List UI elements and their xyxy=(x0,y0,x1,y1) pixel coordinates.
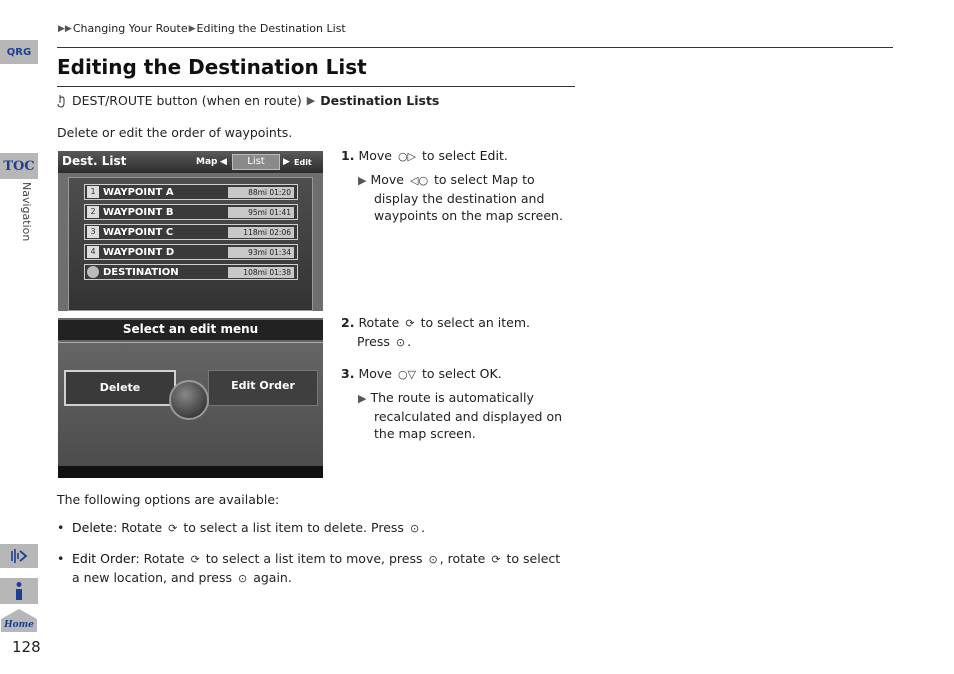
press-button-icon xyxy=(57,94,67,108)
step-3-note xyxy=(358,389,562,443)
step-keyword: Edit xyxy=(479,148,504,163)
press-dial-icon: ⊙ xyxy=(395,336,406,349)
note-text: to xyxy=(522,172,535,187)
waypoint-name: WAYPOINT B xyxy=(103,206,174,218)
edit-tab[interactable]: Edit xyxy=(294,158,312,167)
note-keyword: Map xyxy=(491,172,519,187)
waypoint-distance: 95mi 01:41 xyxy=(228,207,294,218)
waypoint-row[interactable] xyxy=(84,244,298,260)
waypoint-name: DESTINATION xyxy=(103,266,179,278)
flag-icon: 4 xyxy=(87,246,99,258)
page-title: Editing the Destination List xyxy=(57,55,367,79)
intro-text: Delete or edit the order of waypoints. xyxy=(57,125,293,140)
option-text: : Rotate xyxy=(135,551,185,566)
move-right-icon: ○▷ xyxy=(397,150,417,163)
press-dial-icon: ⊙ xyxy=(409,522,420,535)
edit-menu-title: Select an edit menu xyxy=(122,322,259,336)
option-term: Edit Order xyxy=(72,551,136,566)
edit-menu-divider xyxy=(58,342,323,343)
step-text: Move xyxy=(358,148,392,163)
waypoint-row[interactable] xyxy=(84,224,298,240)
flag-icon: 2 xyxy=(87,206,99,218)
waypoint-distance: 118mi 02:06 xyxy=(228,227,294,238)
waypoint-name: WAYPOINT C xyxy=(103,226,174,238)
bullet-icon: • xyxy=(57,520,65,535)
home-tab[interactable] xyxy=(0,608,38,632)
delete-button[interactable]: Delete xyxy=(64,370,176,406)
destination-icon xyxy=(87,266,99,278)
waypoint-row[interactable] xyxy=(84,264,298,280)
step-text: Rotate xyxy=(358,315,400,330)
edit-order-button[interactable]: Edit Order xyxy=(208,370,318,406)
step-number: 2. xyxy=(341,315,355,330)
move-down-icon: ○▽ xyxy=(397,368,417,381)
press-dial-icon: ⊙ xyxy=(237,572,248,585)
note-text: recalculated and displayed on xyxy=(374,408,563,424)
qrg-tab[interactable] xyxy=(0,40,38,64)
bullet-icon: • xyxy=(57,551,65,566)
step-keyword: OK xyxy=(479,366,498,381)
waypoint-row[interactable] xyxy=(84,204,298,220)
option-text: to select xyxy=(506,551,561,566)
step-text: Move xyxy=(358,366,392,381)
note-text: The route is automatically xyxy=(370,390,534,405)
path-target-text: Destination Lists xyxy=(320,93,440,108)
edit-menu-screen xyxy=(58,318,323,478)
step-number: 3. xyxy=(341,366,355,381)
option-edit-order xyxy=(57,550,577,588)
step-text: to select xyxy=(422,366,476,381)
arrow-right-icon: ▶ xyxy=(283,157,290,167)
toc-label: TOC xyxy=(3,158,35,174)
list-tab[interactable]: List xyxy=(232,154,280,170)
dest-list-screen xyxy=(58,151,323,311)
path-arrow-icon: ▶ xyxy=(306,94,316,107)
breadcrumb xyxy=(57,22,346,35)
waypoint-distance: 108mi 01:38 xyxy=(228,267,294,278)
breadcrumb-item-editing-list[interactable]: Editing the Destination List xyxy=(196,22,346,35)
rotate-dial-icon: ⟳ xyxy=(168,522,178,535)
interface-dial-icon xyxy=(169,380,209,420)
note-text: the map screen. xyxy=(374,426,476,441)
note-text: to select xyxy=(434,172,488,187)
dest-list-title: Dest. List xyxy=(62,154,127,168)
waypoint-name: WAYPOINT D xyxy=(103,246,175,258)
option-text: : Rotate xyxy=(113,520,163,535)
step-3: 3. Move ○▽ to select OK. xyxy=(341,365,502,384)
edit-menu-footer xyxy=(58,466,323,478)
step-text: Press xyxy=(357,334,390,349)
note-text: Move xyxy=(370,172,404,187)
rotate-dial-icon: ⟳ xyxy=(491,553,501,566)
voice-command-tab[interactable] xyxy=(0,544,38,568)
note-arrow-icon: ▶ xyxy=(358,174,367,187)
step-1-note xyxy=(358,171,563,225)
waypoint-row[interactable] xyxy=(84,184,298,200)
option-text: again. xyxy=(253,570,292,585)
qrg-label: QRG xyxy=(6,46,32,58)
note-text: display the destination and xyxy=(374,190,545,206)
arrow-left-icon: ◀ xyxy=(220,157,227,167)
option-term: Delete xyxy=(72,520,114,535)
breadcrumb-item-changing-route[interactable]: Changing Your Route xyxy=(72,22,188,35)
options-intro: The following options are available: xyxy=(57,492,280,507)
flag-icon: 3 xyxy=(87,226,99,238)
home-icon xyxy=(0,608,38,632)
info-icon xyxy=(12,581,26,601)
info-tab[interactable] xyxy=(0,578,38,604)
note-text: waypoints on the map screen. xyxy=(374,208,563,223)
option-delete: • Delete: Rotate ⟳ to select a list item to delete. Press ⊙ . xyxy=(57,519,577,538)
section-label: Navigation xyxy=(20,182,33,242)
option-text: a new location, and press xyxy=(72,570,232,585)
press-dial-icon: ⊙ xyxy=(428,553,438,566)
note-arrow-icon: ▶ xyxy=(358,392,367,405)
move-left-icon: ◁○ xyxy=(409,174,429,187)
step-text: to select an item. xyxy=(420,315,530,330)
breadcrumb-arrow-icon: ▶▶ xyxy=(58,23,72,34)
toc-tab[interactable] xyxy=(0,153,38,179)
header-divider xyxy=(57,47,893,48)
title-divider xyxy=(57,86,575,87)
option-text: to select a list item to move, press xyxy=(205,551,423,566)
step-1: 1. Move ○▷ to select Edit. xyxy=(341,147,508,166)
breadcrumb-arrow-icon: ▶ xyxy=(188,23,196,34)
waypoint-distance: 93mi 01:34 xyxy=(228,247,294,258)
option-text: to select a list item to delete. Press xyxy=(183,520,404,535)
option-text: , rotate xyxy=(439,551,486,566)
menu-path xyxy=(57,93,439,108)
flag-icon: 1 xyxy=(87,186,99,198)
home-label: Home xyxy=(4,620,34,630)
step-text: to select xyxy=(422,148,476,163)
path-button-text: DEST/ROUTE button (when en route) xyxy=(72,93,302,108)
page-number: 128 xyxy=(12,638,41,656)
rotate-dial-icon: ⟳ xyxy=(405,317,415,330)
rotate-dial-icon: ⟳ xyxy=(190,553,200,566)
waypoint-name: WAYPOINT A xyxy=(103,186,174,198)
step-2: 2. Rotate ⟳ to select an item. Press ⊙ . xyxy=(341,314,530,352)
waypoint-distance: 88mi 01:20 xyxy=(228,187,294,198)
voice-command-icon xyxy=(9,547,29,565)
step-number: 1. xyxy=(341,148,355,163)
map-tab[interactable]: Map xyxy=(196,157,218,167)
